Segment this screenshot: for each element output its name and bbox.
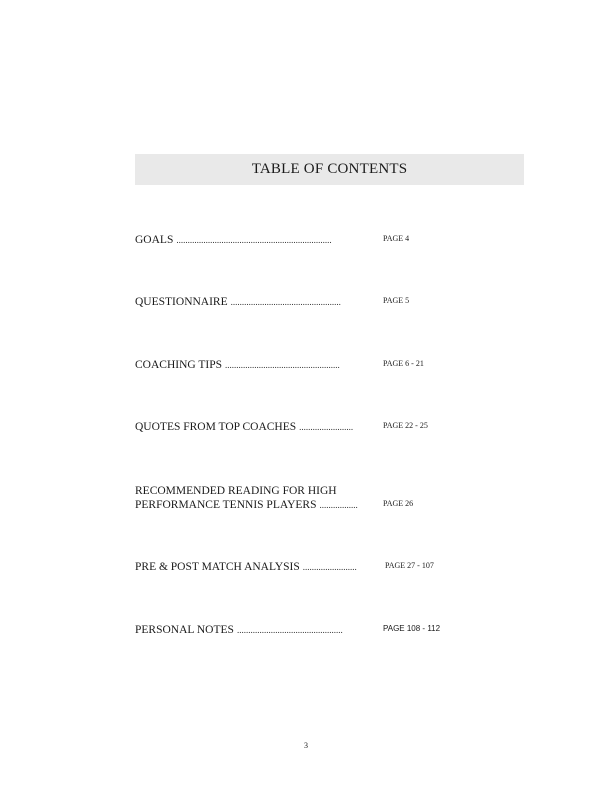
toc-leader-dots: ................. xyxy=(319,500,358,510)
toc-title-bar xyxy=(135,154,524,185)
toc-entry-label: PRE & POST MATCH ANALYSIS xyxy=(135,561,300,573)
toc-entry-recommended-reading[interactable] xyxy=(135,485,455,513)
toc-entry-page: PAGE 6 - 21 xyxy=(383,359,424,368)
toc-entry-page: PAGE 108 - 112 xyxy=(383,624,441,633)
toc-entry-label: COACHING TIPS xyxy=(135,359,223,371)
toc-title: TABLE OF CONTENTS xyxy=(251,161,408,177)
toc-leader-dots: ................................................. xyxy=(230,297,341,307)
toc-leader-dots: ..................................................................... xyxy=(176,235,332,245)
toc-entry-label: GOALS xyxy=(135,234,174,246)
toc-entry-page: PAGE 5 xyxy=(383,296,410,305)
toc-leader-dots: ............................................... xyxy=(236,625,343,635)
toc-entry-page: PAGE 22 - 25 xyxy=(383,421,428,430)
toc-entry-match-analysis[interactable] xyxy=(135,561,455,575)
toc-entry-questionnaire[interactable] xyxy=(135,296,455,310)
toc-leader-dots: ................................................... xyxy=(225,360,340,370)
toc-entry-label: QUOTES FROM TOP COACHES xyxy=(135,421,297,433)
toc-entry-label-line2: PERFORMANCE TENNIS PLAYERS xyxy=(135,499,317,511)
toc-entry-personal-notes[interactable] xyxy=(135,624,455,638)
toc-entry-page: PAGE 4 xyxy=(383,234,410,243)
toc-entry-label: QUESTIONNAIRE xyxy=(135,296,228,308)
toc-entry-page: PAGE 26 xyxy=(383,499,414,508)
toc-entry-coaching-tips[interactable] xyxy=(135,359,455,373)
toc-entry-label: RECOMMENDED READING FOR HIGH xyxy=(135,485,337,497)
toc-entry-page: PAGE 27 - 107 xyxy=(385,561,434,570)
toc-entry-label: PERSONAL NOTES xyxy=(135,624,234,636)
toc-entry-goals[interactable] xyxy=(135,234,455,248)
toc-leader-dots: ........................ xyxy=(299,422,354,432)
toc-entry-quotes[interactable] xyxy=(135,421,455,435)
toc-leader-dots: ........................ xyxy=(302,562,357,572)
page-number: 3 xyxy=(304,741,308,750)
